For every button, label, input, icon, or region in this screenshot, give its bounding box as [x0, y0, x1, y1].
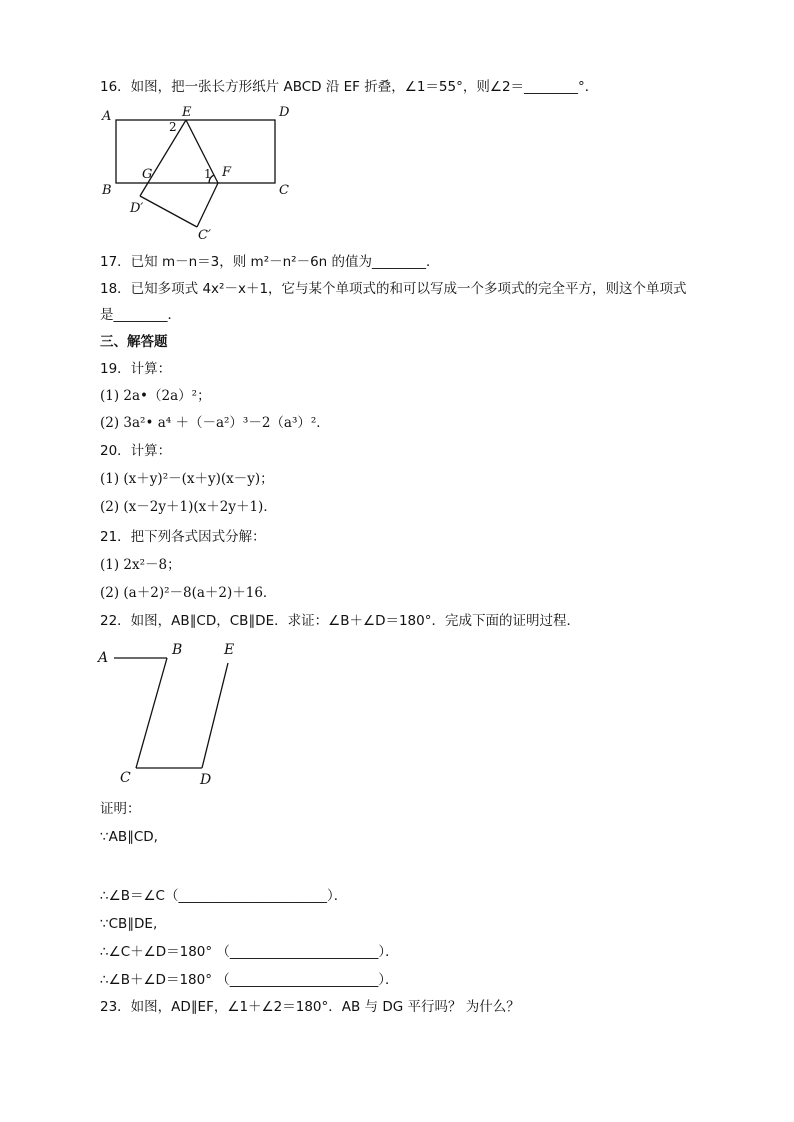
label-c: C — [120, 770, 131, 786]
folded-edge-fd-prime — [140, 196, 197, 227]
folded-edge-eg — [140, 120, 186, 196]
question-19-title: 19．计算： — [100, 361, 172, 377]
question-23: 23．如图，AD∥EF，∠1＋∠2＝180°．AB 与 DG 平行吗？ 为什么？ — [100, 999, 520, 1015]
label-e: E — [224, 642, 235, 658]
fold-edge-ef — [186, 120, 218, 183]
question-20-part-2: (2) (x－2y＋1)(x＋2y＋1)． — [100, 499, 277, 515]
question-21-part-2: (2) (a＋2)²－8(a＋2)＋16． — [100, 585, 277, 601]
folded-edge-fc-prime — [197, 183, 218, 227]
segment-bc — [136, 658, 167, 768]
section-title: 三、解答题 — [100, 334, 168, 350]
question-20-title: 20．计算： — [100, 443, 172, 459]
question-22: 22．如图，AB∥CD，CB∥DE．求证：∠B＋∠D＝180°．完成下面的证明过程． — [100, 613, 580, 629]
segment-de — [202, 663, 228, 768]
label-d: D — [279, 105, 290, 120]
question-21-part-1: (1) 2x²－8； — [100, 557, 181, 573]
proof-label: 证明： — [100, 801, 141, 817]
label-c-prime: C′ — [198, 228, 211, 242]
question-20-part-1: (1) (x＋y)²－(x＋y)(x－y)； — [100, 471, 274, 487]
figure-parallel-lines — [92, 638, 252, 788]
label-f: F — [222, 165, 232, 180]
label-angle-2: 2 — [169, 120, 177, 134]
label-d-prime: D′ — [130, 201, 144, 216]
label-angle-1: 1 — [204, 167, 212, 181]
label-g: G — [142, 167, 153, 182]
question-19-part-2: (2) 3a²• a⁴ ＋（－a²）³－2（a³）²． — [100, 415, 330, 431]
question-17: 17．已知 m－n＝3，则 m²－n²－6n 的值为________． — [100, 254, 440, 270]
label-c: C — [279, 183, 289, 198]
label-b: B — [172, 642, 183, 658]
question-21-title: 21．把下列各式因式分解： — [100, 529, 266, 545]
proof-step-4: ∴∠C＋∠D＝180° （______________________）． — [100, 944, 399, 960]
question-19-part-1: (1) 2a•（2a）²； — [100, 388, 211, 404]
label-b: B — [102, 183, 112, 198]
proof-step-5: ∴∠B＋∠D＝180° （______________________）． — [100, 972, 399, 988]
proof-step-2: ∴∠B＝∠C（______________________）． — [100, 888, 348, 904]
label-a: A — [102, 109, 112, 124]
question-16: 16．如图，把一张长方形纸片 ABCD 沿 EF 折叠，∠1＝55°，则∠2＝________°． — [100, 79, 599, 95]
question-18-line-2: 是________． — [100, 307, 181, 323]
question-18-line-1: 18．已知多项式 4x²－x＋1，它与某个单项式的和可以写成一个多项式的完全平方，则这个单项式 — [100, 281, 687, 297]
label-a: A — [98, 650, 109, 666]
figure-folded-rectangle — [98, 102, 318, 242]
proof-step-3: ∵CB∥DE, — [100, 916, 158, 932]
label-e: E — [182, 105, 192, 120]
proof-step-1: ∵AB∥CD, — [100, 829, 158, 845]
rectangle-abcd — [116, 120, 275, 183]
label-d: D — [200, 772, 212, 788]
